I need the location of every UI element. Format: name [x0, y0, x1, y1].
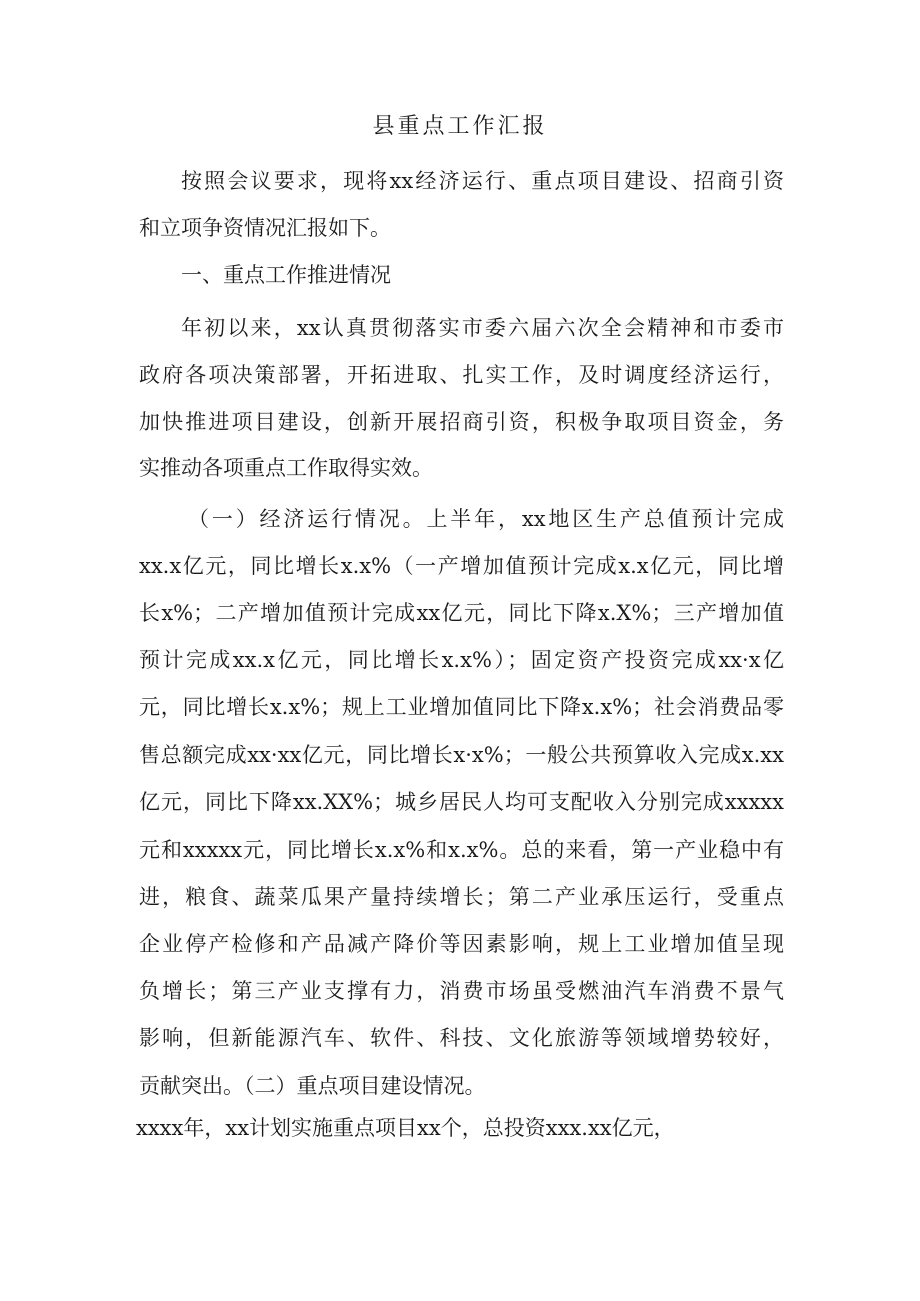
paragraph-line: 进，粮食、蔬菜瓜果产量持续增长；第二产业承压运行，受重点 [139, 885, 784, 909]
paragraph-line: 长x%；二产增加值预计完成xx亿元，同比下降x.X%；三产增加值 [139, 601, 784, 625]
paragraph-line: 企业停产检修和产品减产降价等因素影响，规上工业增加值呈现 [139, 932, 784, 956]
paragraph-line: 售总额完成xx·xx亿元，同比增长x·x%；一般公共预算收入完成x.xx [139, 743, 784, 767]
paragraph-line: 元和xxxxx元，同比增长x.x%和x.x%。总的来看，第一产业稳中有 [139, 838, 784, 862]
paragraph-line: 实推动各项重点工作取得实效。 [139, 456, 433, 480]
paragraph-line: 贡献突出。（二）重点项目建设情况。 [139, 1074, 486, 1098]
paragraph-line: 影响，但新能源汽车、软件、科技、文化旅游等领域增势较好， [139, 1026, 784, 1050]
paragraph-line: 年初以来，xx认真贯彻落实市委六届六次全会精神和市委市 [181, 316, 784, 340]
paragraph-line: 元，同比增长x.x%；规上工业增加值同比下降x.x%；社会消费品零 [139, 695, 784, 719]
paragraph-line: xxxx年，xx计划实施重点项目xx个，总投资xxx.xx亿元， [136, 1116, 675, 1140]
paragraph-line: 预计完成xx.x亿元，同比增长x.x%）；固定资产投资完成xx·x亿 [139, 648, 784, 672]
section-heading: 一、重点工作推进情况 [181, 263, 391, 287]
document-title: 县重点工作汇报 [372, 114, 548, 139]
paragraph-line: 亿元，同比下降xx.XX%；城乡居民人均可支配收入分别完成xxxxx [139, 790, 784, 814]
paragraph-line: 政府各项决策部署，开拓进取、扎实工作，及时调度经济运行， [139, 363, 784, 387]
paragraph-line: 加快推进项目建设，创新开展招商引资，积极争取项目资金，务 [139, 410, 784, 434]
paragraph-line: 负增长；第三产业支撑有力，消费市场虽受燃油汽车消费不景气 [139, 979, 784, 1003]
paragraph-line: 按照会议要求，现将xx经济运行、重点项目建设、招商引资 [181, 169, 784, 193]
paragraph-line: xx.x亿元，同比增长x.x%（一产增加值预计完成x.x亿元，同比增 [139, 554, 784, 578]
paragraph-line: （一）经济运行情况。上半年，xx地区生产总值预计完成 [188, 507, 784, 531]
paragraph-line: 和立项争资情况汇报如下。 [139, 216, 391, 240]
